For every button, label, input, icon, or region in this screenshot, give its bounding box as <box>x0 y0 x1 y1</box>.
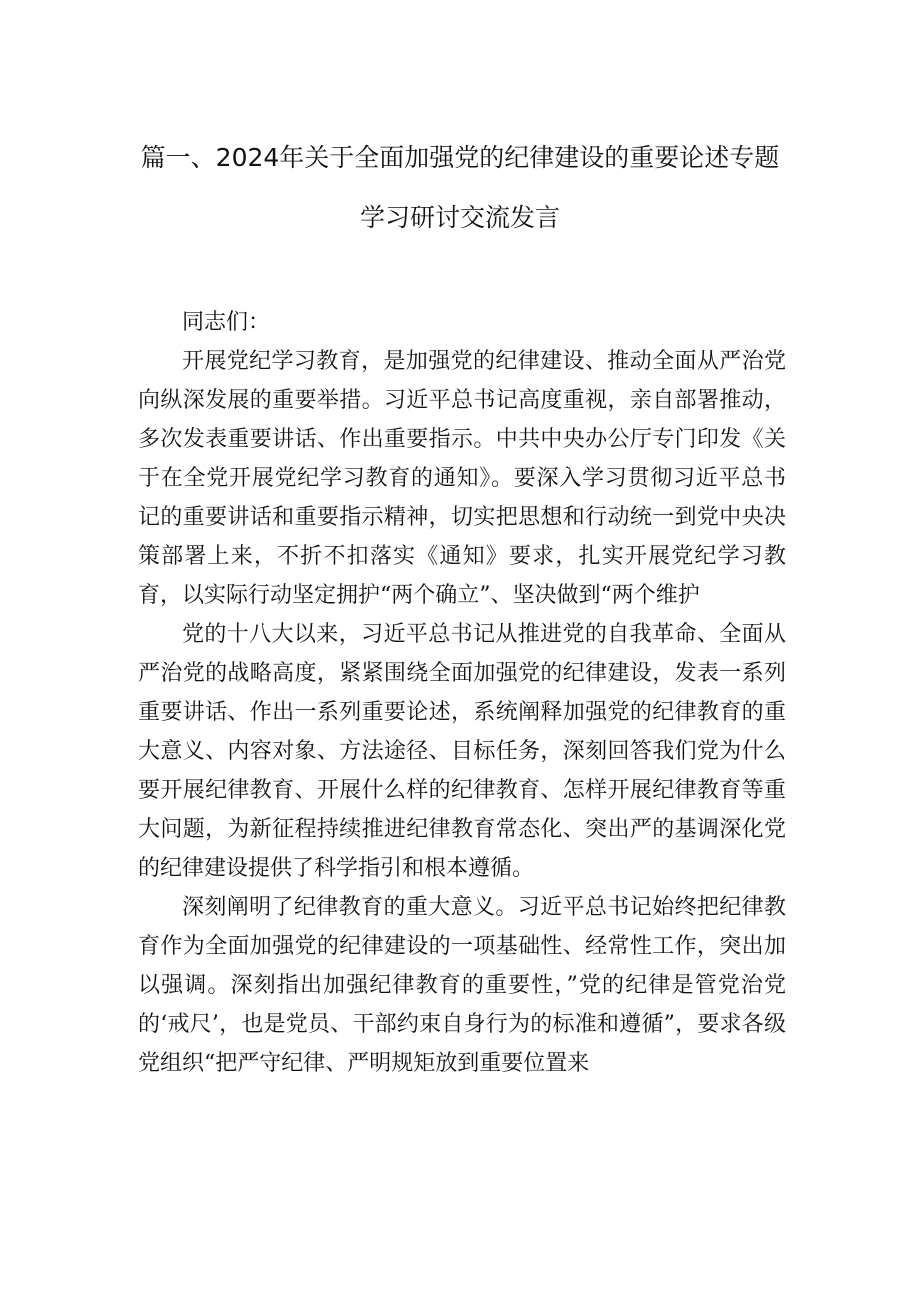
paragraph-2: 党的十八大以来，习近平总书记从推进党的自我革命、全面从严治党的战略高度，紧紧围绕全面加强党的纪律建设，发表一系列重要讲话、作出一系列重要论述，系统阐释加强党的纪律教育的重大意义、内容对象、方法途径、目标任务，深刻回答我们党为什么要开展纪律教育、开展什么样的纪律教育、怎样开展纪律教育等重大问题，为新征程持续推进纪律教育常态化、突出严的基调深化党的纪律建设提供了科学指引和根本遵循。 <box>138 622 786 881</box>
paragraph-1: 开展党纪学习教育，是加强党的纪律建设、推动全面从严治党向纵深发展的重要举措。习近平总书记高度重视，亲自部署推动，多次发表重要讲话、作出重要指示。中共中央办公厅专门印发《关于在全党开展党纪学习教育的通知》。要深入学习贯彻习近平总书记的重要讲话和重要指示精神，切实把思想和行动统一到党中央决策部署上来，不折不扣落实《通知》要求，扎实开展党纪学习教育，以实际行动坚定拥护“两个确立”、坚决做到“两个维护 <box>138 349 786 608</box>
greeting: 同志们： <box>182 310 271 335</box>
paragraph-3: 深刻阐明了纪律教育的重大意义。习近平总书记始终把纪律教育作为全面加强党的纪律建设的一项基础性、经常性工作，突出加以强调。深刻指出加强纪律教育的重要性，”党的纪律是管党治党的‘戒尺’，也是党员、干部约束自身行为的标准和遵循”，要求各级党组织“把严守纪律、严明规矩放到重要位置来 <box>138 895 786 1076</box>
document-title-line-2: 学习研讨交流发言 <box>359 203 560 232</box>
document-title-line-1: 篇一、2024年关于全面加强党的纪律建设的重要论述专题 <box>140 143 780 172</box>
document-body <box>138 303 786 1083</box>
